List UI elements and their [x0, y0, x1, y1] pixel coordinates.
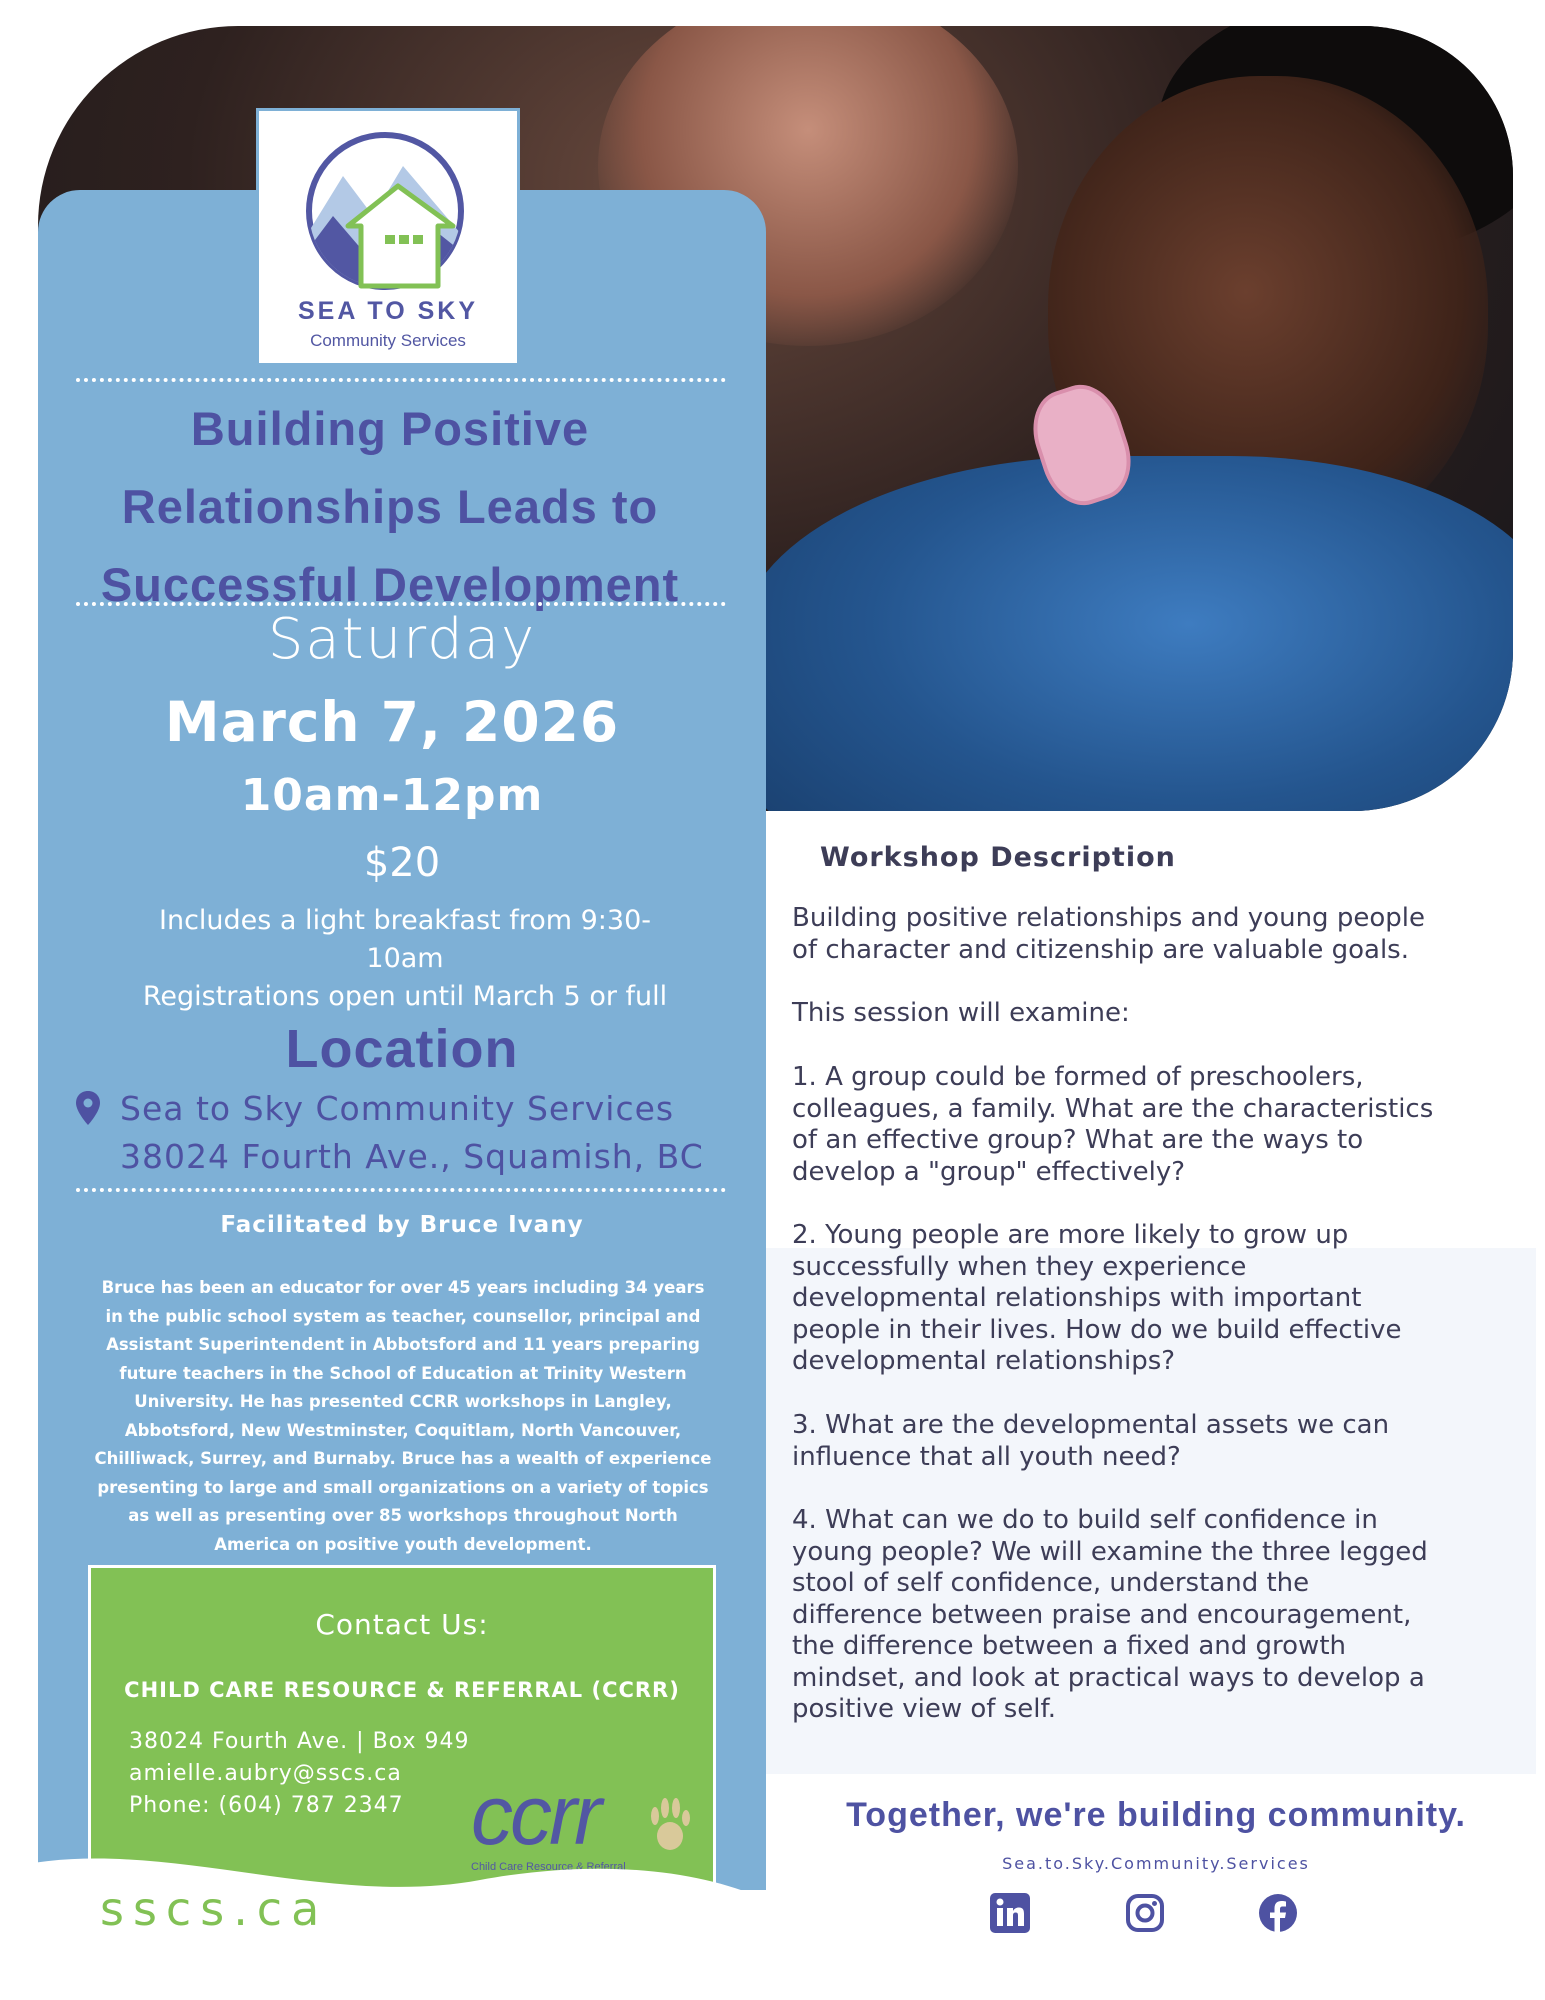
location-line-1: Sea to Sky Community Services	[120, 1089, 675, 1128]
logo-subtitle: Community Services	[310, 331, 466, 350]
point-line: 2. Young people are more likely to grow up	[792, 1220, 1349, 1250]
point-line: 1. A group could be formed of preschoolers,	[792, 1062, 1364, 1092]
ccrr-logo-subtitle: Child Care Resource & Referral	[471, 1861, 626, 1873]
contact-details	[129, 1726, 469, 1822]
point-line: influence that all youth need?	[792, 1441, 1181, 1472]
bio-line: Chilliwack, Surrey, and Burnaby. Bruce has a wealth of experience	[94, 1449, 712, 1468]
linkedin-icon[interactable]	[990, 1893, 1030, 1933]
breakfast-note	[70, 902, 740, 1016]
bio-line: presenting to large and small organizations on a variety of topics	[97, 1477, 709, 1497]
intro-line: Building positive relationships and young people	[792, 903, 1425, 933]
event-day: Saturday	[267, 607, 537, 672]
ccrr-logo: ccrr	[471, 1768, 599, 1862]
instagram-icon[interactable]	[1125, 1893, 1165, 1933]
contact-phone: Phone: (604) 787 2347	[129, 1793, 404, 1818]
contact-email-link[interactable]: amielle.aubry@sscs.ca	[129, 1761, 402, 1786]
point-line: 3. What are the developmental assets we can	[792, 1410, 1390, 1440]
point-line: people in their lives. How do we build effective	[792, 1314, 1402, 1345]
point-3	[792, 1410, 1512, 1473]
location-address	[120, 1085, 760, 1181]
title-line-1: Building Positive	[190, 402, 590, 455]
event-title	[40, 390, 740, 624]
point-line: colleagues, a family. What are the characteristics	[792, 1093, 1434, 1124]
breakfast-line-2: 10am	[366, 943, 444, 974]
divider-top	[76, 378, 726, 382]
facebook-icon[interactable]	[1258, 1893, 1298, 1933]
facilitator-bio	[48, 1274, 758, 1559]
bio-line: in the public school system as teacher, counsellor, principal and	[105, 1306, 701, 1326]
bio-line: University. He has presented CCRR workshops in Langley,	[134, 1392, 672, 1411]
contact-heading: Contact Us:	[315, 1608, 489, 1641]
point-line: successfully when they experience	[792, 1251, 1247, 1282]
point-line: developmental relationships with important	[792, 1283, 1362, 1313]
divider-title	[76, 602, 726, 606]
point-1	[792, 1062, 1512, 1188]
point-line: developmental relationships?	[792, 1346, 1176, 1376]
bio-line: as well as presenting over 85 workshops throughout North	[128, 1506, 678, 1525]
breakfast-line-1: Includes a light breakfast from 9:30-	[159, 905, 651, 936]
bio-line: America on positive youth development.	[214, 1534, 592, 1554]
point-line: young people? We will examine the three legged	[792, 1536, 1428, 1567]
title-line-2: Relationships Leads to	[121, 480, 659, 533]
map-pin-icon	[75, 1090, 101, 1126]
house-mountain-icon	[303, 131, 479, 293]
point-line: positive view of self.	[792, 1694, 1056, 1724]
session-line: This session will examine:	[792, 998, 1130, 1028]
event-price: $20	[363, 840, 441, 886]
contact-address: 38024 Fourth Ave. | Box 949	[129, 1729, 470, 1754]
title-line-3: Successful Development	[100, 558, 680, 611]
blue-sleeve	[738, 456, 1513, 811]
point-line: difference between praise and encouragement,	[792, 1599, 1412, 1630]
point-line: of an effective group? What are the ways to	[792, 1125, 1364, 1155]
social-handle: Sea.to.Sky.Community.Services	[1002, 1854, 1310, 1873]
bio-line: Assistant Superintendent in Abbotsford and 11 years preparing	[106, 1335, 700, 1354]
location-heading: Location	[285, 1019, 519, 1079]
contact-org: CHILD CARE RESOURCE & REFERRAL (CCRR)	[124, 1678, 680, 1702]
intro-line: of character and citizenship are valuable goals.	[792, 934, 1409, 965]
logo-name: SEA TO SKY	[297, 297, 479, 325]
registration-note: Registrations open until March 5 or full	[142, 981, 668, 1012]
point-line: stool of self confidence, understand the	[792, 1568, 1310, 1598]
point-4	[792, 1505, 1512, 1726]
bio-line: future teachers in the School of Education at Trinity Western	[119, 1363, 687, 1383]
bio-line: Bruce has been an educator for over 45 years including 34 years	[101, 1278, 705, 1297]
point-line: the difference between a fixed and growth	[792, 1631, 1346, 1661]
divider-location	[76, 1188, 726, 1192]
point-line: mindset, and look at practical ways to develop a	[792, 1662, 1425, 1693]
point-2	[792, 1220, 1512, 1378]
point-line: develop a "group" effectively?	[792, 1156, 1186, 1187]
event-date: March 7, 2026	[164, 690, 620, 754]
workshop-heading: Workshop Description	[820, 842, 1176, 873]
workshop-intro	[792, 903, 1512, 966]
logo	[256, 108, 520, 366]
website-link[interactable]: sscs.ca	[100, 1882, 329, 1936]
bio-line: Abbotsford, New Westminster, Coquitlam, North Vancouver,	[124, 1420, 682, 1440]
location-line-2: 38024 Fourth Ave., Squamish, BC	[120, 1137, 704, 1176]
point-line: 4. What can we do to build self confidence in	[792, 1505, 1378, 1535]
tagline: Together, we're building community.	[846, 1796, 1466, 1834]
facilitator-heading: Facilitated by Bruce Ivany	[220, 1212, 584, 1238]
event-time: 10am-12pm	[240, 770, 544, 821]
